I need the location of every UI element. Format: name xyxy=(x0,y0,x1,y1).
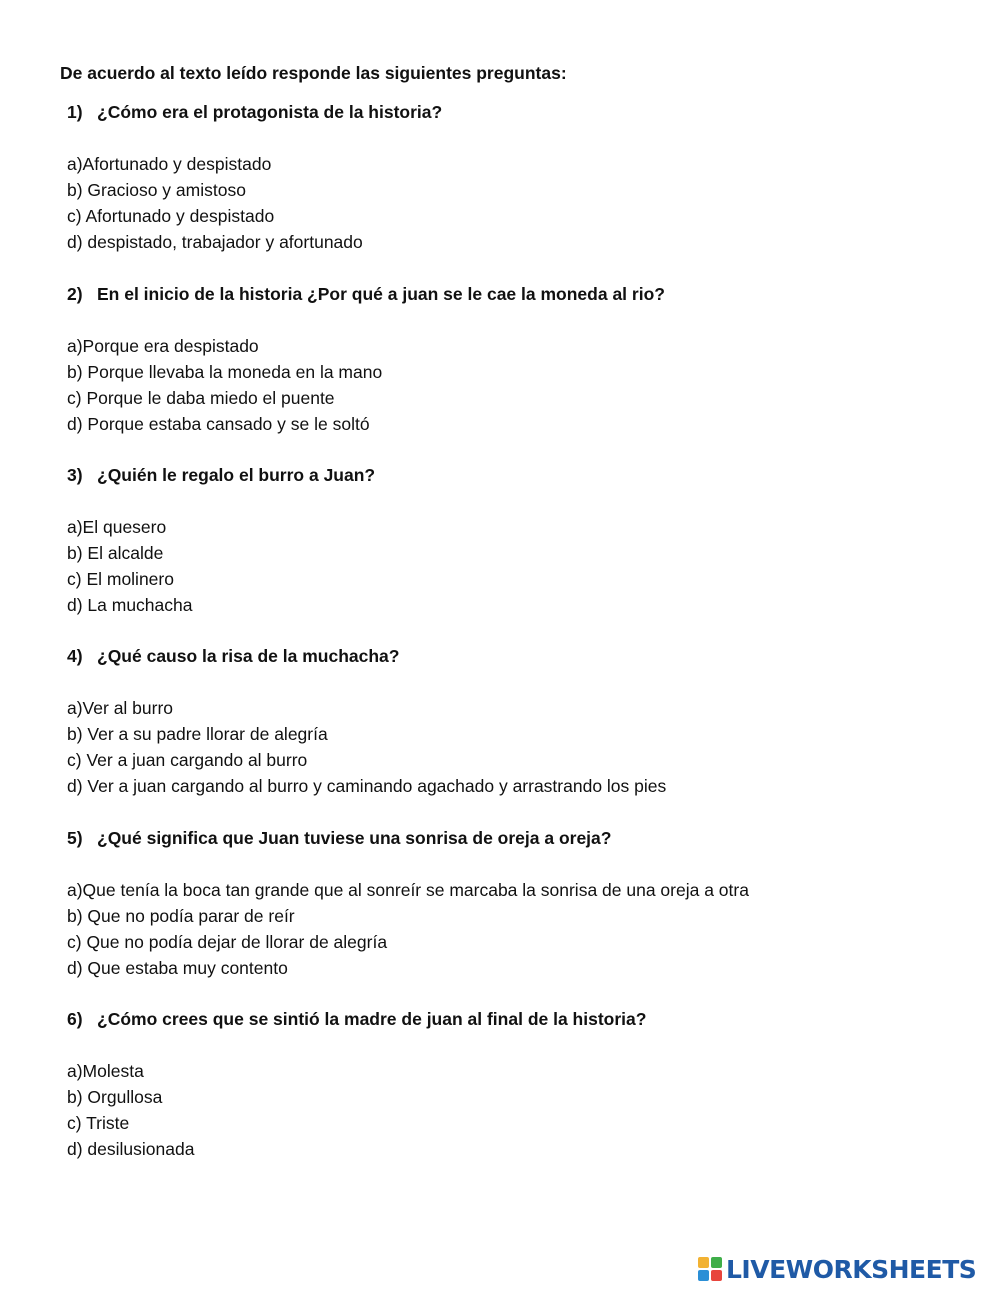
answer-option-a: a)Molesta xyxy=(67,1061,144,1081)
logo-block xyxy=(698,1257,709,1268)
answer-option-c: c) Ver a juan cargando al burro xyxy=(67,750,308,770)
answer-option-b: b) Porque llevaba la moneda en la mano xyxy=(67,362,383,382)
question-5 xyxy=(67,825,967,997)
worksheet-instructions: De acuerdo al texto leído responde las siguientes preguntas: xyxy=(60,63,567,83)
question-1-title xyxy=(67,99,967,125)
question-text: ¿Cómo crees que se sintió la madre de juan al final de la historia? xyxy=(97,1009,647,1029)
question-1 xyxy=(67,99,967,271)
answer-options xyxy=(67,877,967,981)
question-number: 2) xyxy=(67,284,83,304)
answer-options xyxy=(67,695,967,799)
logo-block xyxy=(711,1257,722,1268)
question-text: ¿Qué significa que Juan tuviese una sonrisa de oreja a oreja? xyxy=(97,828,612,848)
question-text: En el inicio de la historia ¿Por qué a juan se le cae la moneda al rio? xyxy=(97,284,665,304)
answer-option-c: c) Que no podía dejar de llorar de alegría xyxy=(67,932,388,952)
answer-option-a: a)Ver al burro xyxy=(67,698,174,718)
question-2 xyxy=(67,281,967,453)
answer-option-d: d) desilusionada xyxy=(67,1139,195,1159)
answer-option-d: d) despistado, trabajador y afortunado xyxy=(67,232,363,252)
answer-option-d: d) La muchacha xyxy=(67,595,193,615)
answer-option-c: c) El molinero xyxy=(67,569,174,589)
question-3 xyxy=(67,462,967,634)
answer-option-c: c) Afortunado y despistado xyxy=(67,206,275,226)
question-6 xyxy=(67,1006,967,1178)
answer-option-d: d) Porque estaba cansado y se le soltó xyxy=(67,414,370,434)
question-text: ¿Qué causo la risa de la muchacha? xyxy=(97,646,400,666)
question-5-title xyxy=(67,825,967,851)
answer-options xyxy=(67,151,967,255)
answer-option-a: a)Porque era despistado xyxy=(67,336,259,356)
answer-option-b: b) Orgullosa xyxy=(67,1087,163,1107)
answer-options xyxy=(67,333,967,437)
question-number: 6) xyxy=(67,1009,83,1029)
answer-option-a: a)Afortunado y despistado xyxy=(67,154,272,174)
answer-option-d: d) Que estaba muy contento xyxy=(67,958,288,978)
logo-text: LIVEWORKSHEETS xyxy=(726,1254,977,1284)
question-number: 3) xyxy=(67,465,83,485)
question-6-title xyxy=(67,1006,967,1032)
answer-option-b: b) Ver a su padre llorar de alegría xyxy=(67,724,328,744)
question-4 xyxy=(67,643,967,815)
question-3-title xyxy=(67,462,967,488)
logo-block xyxy=(711,1270,722,1281)
question-number: 4) xyxy=(67,646,83,666)
question-number: 5) xyxy=(67,828,83,848)
answer-option-b: b) Que no podía parar de reír xyxy=(67,906,295,926)
question-number: 1) xyxy=(67,102,83,122)
logo-blocks-icon xyxy=(698,1257,722,1281)
question-text: ¿Quién le regalo el burro a Juan? xyxy=(97,465,376,485)
answer-option-c: c) Triste xyxy=(67,1113,130,1133)
question-2-title xyxy=(67,281,967,307)
answer-option-b: b) El alcalde xyxy=(67,543,164,563)
answer-option-d: d) Ver a juan cargando al burro y caminando agachado y arrastrando los pies xyxy=(67,776,667,796)
question-text: ¿Cómo era el protagonista de la historia? xyxy=(97,102,443,122)
question-4-title xyxy=(67,643,967,669)
liveworksheets-logo xyxy=(698,1252,976,1286)
answer-option-b: b) Gracioso y amistoso xyxy=(67,180,246,200)
answer-options xyxy=(67,1058,967,1162)
logo-block xyxy=(698,1270,709,1281)
answer-option-c: c) Porque le daba miedo el puente xyxy=(67,388,335,408)
answer-options xyxy=(67,514,967,618)
answer-option-a: a)Que tenía la boca tan grande que al sonreír se marcaba la sonrisa de una oreja a otra xyxy=(67,880,749,900)
answer-option-a: a)El quesero xyxy=(67,517,167,537)
